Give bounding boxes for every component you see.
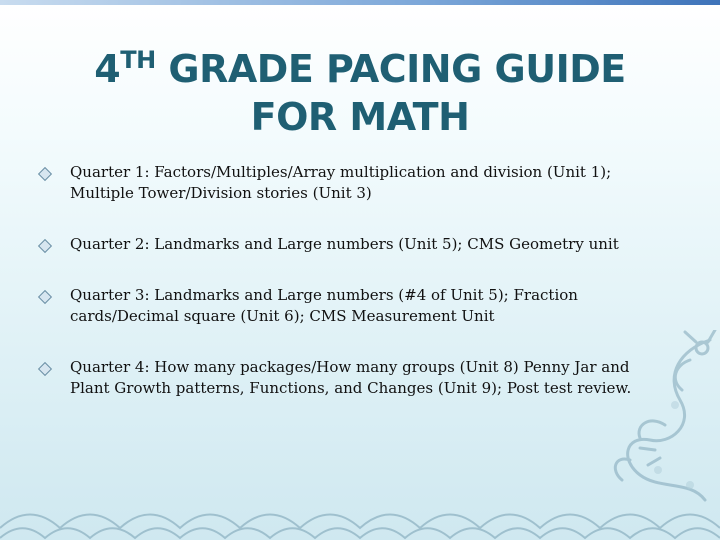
bullet-item [38,234,658,255]
diamond-bullet-icon [38,167,52,181]
diamond-bullet-icon [38,290,52,304]
dragon-decoration-icon [570,330,720,510]
bullet-list [38,160,658,399]
title-line-1 [0,36,720,93]
title-number: 4 [94,47,121,91]
bullet-text: Quarter 3: Landmarks and Large numbers (#4 of Unit 5); Fraction cards/Decimal square (Unit 6); CMS Measurement Unit [70,286,578,325]
title-line-1-rest: GRADE PACING GUIDE [168,47,626,91]
bullet-item [38,285,658,327]
top-accent-bar [0,0,720,5]
bullet-item [38,357,658,399]
slide-title [0,36,720,141]
diamond-bullet-icon [38,239,52,253]
bullet-item [38,162,658,204]
title-line-2: FOR MATH [250,95,470,139]
title-superscript: TH [120,46,156,74]
bullet-text: Quarter 4: How many packages/How many groups (Unit 8) Penny Jar and Plant Growth patterns, Functions, and Changes (Unit 9); Post test review. [70,358,632,397]
diamond-bullet-icon [38,362,52,376]
bullet-text: Quarter 2: Landmarks and Large numbers (Unit 5); CMS Geometry unit [70,235,619,253]
waves-decoration-icon [0,500,720,540]
bullet-text: Quarter 1: Factors/Multiples/Array multiplication and division (Unit 1); Multiple Tower/Division stories (Unit 3) [70,163,612,202]
